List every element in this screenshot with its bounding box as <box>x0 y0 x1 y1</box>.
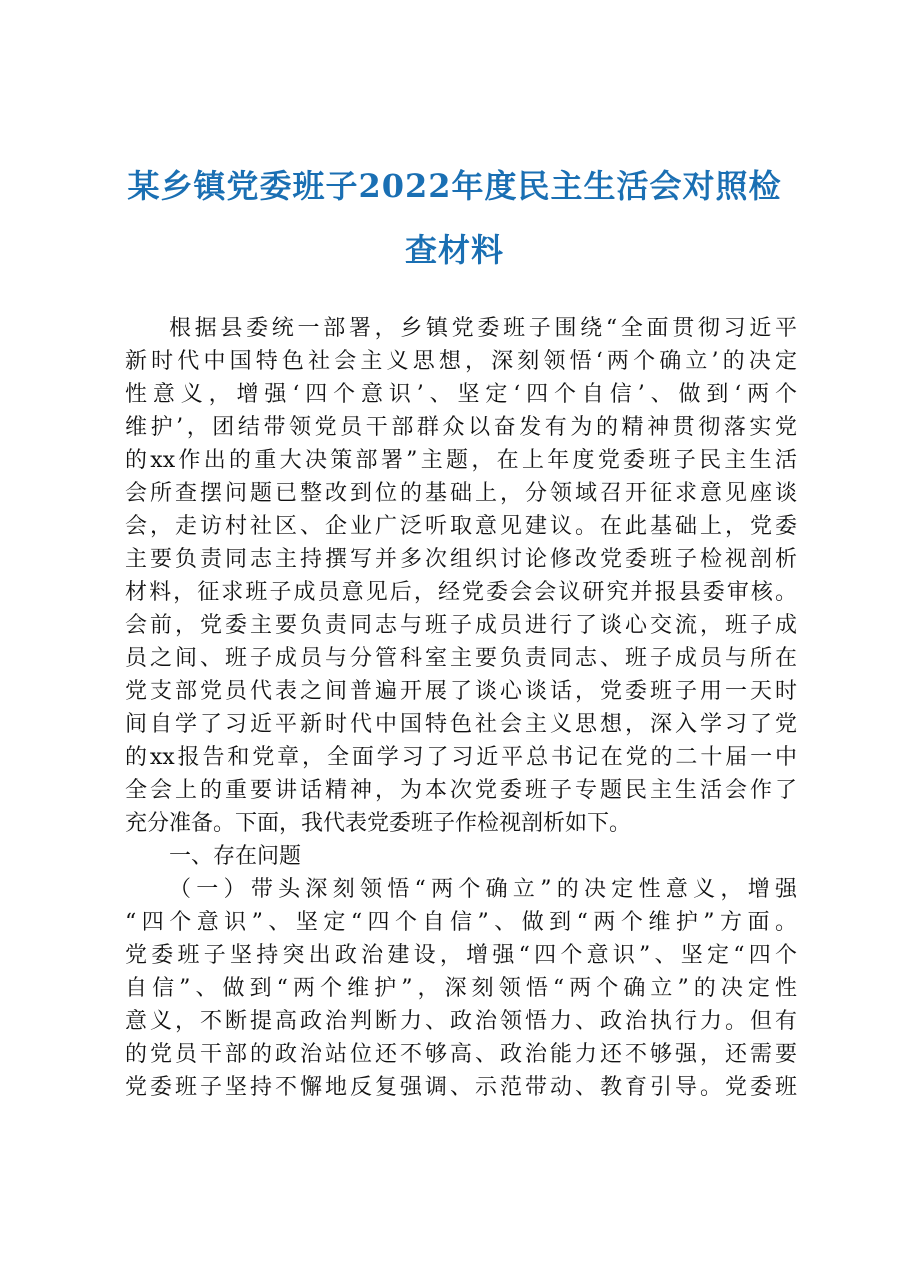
body-text-line: 意义，不断提高政治判断力、政治领悟力、政治执行力。但有 <box>125 1009 797 1034</box>
body-text-line: 党委班子坚持不懈地反复强调、示范带动、教育引导。党委班 <box>125 1075 797 1100</box>
body-text-line: （一）带头深刻领悟“两个确立”的决定性意义，增强 <box>169 877 797 902</box>
body-text-line: 材料，征求班子成员意见后，经党委会会议研究并报县委审核。 <box>125 580 797 605</box>
body-text-line: 性意义，增强‘四个意识’、坚定‘四个自信’、做到‘两个 <box>125 382 797 407</box>
body-text-line: 充分准备。下面，我代表党委班子作检视剖析如下。 <box>125 811 632 836</box>
body-text-line: 自信”、做到“两个维护”，深刻领悟“两个确立”的决定性 <box>125 976 797 1001</box>
body-text-line: 间自学了习近平新时代中国特色社会主义思想，深入学习了党 <box>125 712 797 737</box>
body-text-line: 党支部党员代表之间普遍开展了谈心谈话，党委班子用一天时 <box>125 679 797 704</box>
body-text-line: 全会上的重要讲话精神，为本次党委班子专题民主生活会作了 <box>125 778 797 803</box>
body-text-line: 会，走访村社区、企业广泛听取意见建议。在此基础上，党委 <box>125 514 797 539</box>
body-text-line: 的党员干部的政治站位还不够高、政治能力还不够强，还需要 <box>125 1042 797 1067</box>
document-title-line-1: 某乡镇党委班子2022年度民主生活会对照检 <box>127 167 782 205</box>
document-title-line-2: 查材料 <box>404 231 504 269</box>
body-text-line: 会所查摆问题已整改到位的基础上，分领域召开征求意见座谈 <box>125 481 797 506</box>
body-text-line: “四个意识”、坚定“四个自信”、做到“两个维护”方面。 <box>125 910 797 935</box>
body-text-line: 的xx报告和党章，全面学习了习近平总书记在党的二十届一中 <box>125 745 797 770</box>
body-text-line: 会前，党委主要负责同志与班子成员进行了谈心交流，班子成 <box>125 613 797 638</box>
body-text-line: 党委班子坚持突出政治建设，增强“四个意识”、坚定“四个 <box>125 943 797 968</box>
body-text-line: 维护’，团结带领党员干部群众以奋发有为的精神贯彻落实党 <box>125 415 797 440</box>
body-text-line: 根据县委统一部署，乡镇党委班子围绕“全面贯彻习近平 <box>169 316 797 341</box>
body-text-line: 主要负责同志主持撰写并多次组织讨论修改党委班子检视剖析 <box>125 547 797 572</box>
body-text-line: 的xx作出的重大决策部署”主题，在上年度党委班子民主生活 <box>125 448 797 473</box>
body-text-line: 一、存在问题 <box>169 844 302 869</box>
body-text-line: 新时代中国特色社会主义思想，深刻领悟‘两个确立’的决定 <box>125 349 797 374</box>
document-body <box>125 312 797 1104</box>
body-text-line: 员之间、班子成员与分管科室主要负责同志、班子成员与所在 <box>125 646 797 671</box>
